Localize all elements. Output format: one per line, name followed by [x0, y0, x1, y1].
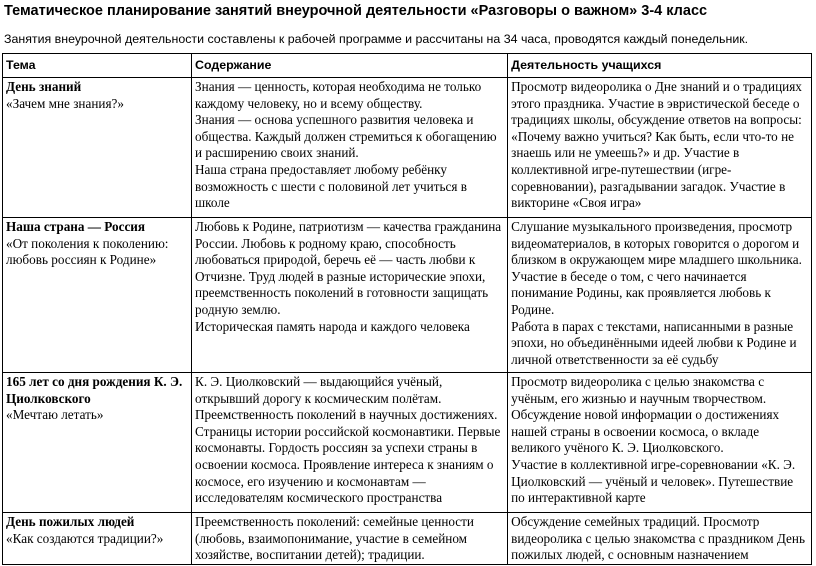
topic-title: День пожилых людей: [6, 514, 135, 529]
header-content: Содержание: [192, 54, 508, 78]
activity-paragraph: Работа в парах с текстами, написанными в разные эпохи, но объединёнными идеей любви к Родине и личной ответственности за её судьбу: [511, 318, 797, 367]
activity-cell: [508, 513, 812, 565]
activity-cell: [508, 218, 812, 373]
content-cell: [192, 373, 508, 513]
activity-paragraph: Просмотр видеоролика с целью знакомства с учёным, его жизнью и научным творчеством. Обсуждение новой информации о достижениях нашей страны в освоении космоса, о вкладе великого учёного К. Э. Циолковского.: [511, 374, 780, 456]
content-paragraph: Историческая память народа и каждого человека: [195, 318, 470, 334]
content-cell: [192, 513, 508, 565]
content-paragraph: Преемственность поколений: семейные ценности (любовь, взаимопонимание, участие в семейном хозяйстве, воспитании детей); традиции.: [195, 514, 474, 563]
topic-title: День знаний: [6, 79, 82, 94]
content-paragraph: Любовь к Родине, патриотизм — качества гражданина России. Любовь к родному краю, способность любоваться природой, беречь её — часть любви к Отчизне. Труд людей в разные исторические эпохи, преемственность поколений в готовности защищать родную землю.: [195, 219, 502, 317]
header-topic: Тема: [3, 54, 192, 78]
document-subtitle: Занятия внеурочной деятельности составлены к рабочей программе и рассчитаны на 34 часа, проводятся каждый понедельник.: [4, 32, 749, 46]
topic-cell: [3, 78, 192, 218]
topic-title: Наша страна — Россия: [6, 219, 146, 234]
activity-paragraph: Слушание музыкального произведения, просмотр видеоматериалов, в которых говорится о дорогом и близком в окружающем мире младшего школьника.: [511, 219, 802, 268]
table-row: [3, 513, 812, 565]
content-paragraph: Знания — ценность, которая необходима не только каждому человеку, но и всему обществу.: [195, 79, 482, 111]
content-cell: [192, 218, 508, 373]
table-row: [3, 373, 812, 513]
content-cell: [192, 78, 508, 218]
activity-cell: [508, 78, 812, 218]
topic-subtitle: «От поколения к поколению: любовь россиян к Родине»: [6, 235, 169, 268]
topic-title: 165 лет со дня рождения К. Э. Циолковского: [6, 374, 183, 406]
content-paragraph: К. Э. Циолковский — выдающийся учёный, открывший дорогу к космическим полётам. Преемственность поколений в научных достижениях. Страницы истории российской космонавтики. Первые космонавты. Гордость россиян за успехи страны в освоении космоса. Проявление интереса к знаниям о космосе, его изучению и космонавтам — исследователям космического пространства: [195, 374, 501, 506]
activity-cell: [508, 373, 812, 513]
planning-table: [2, 53, 812, 565]
topic-subtitle: «Зачем мне знания?»: [6, 95, 124, 111]
table-header-row: [3, 54, 812, 78]
document-title: Тематическое планирование занятий внеурочной деятельности «Разговоры о важном» 3-4 класс: [4, 3, 708, 19]
content-paragraph: Знания — основа успешного развития человека и общества. Каждый должен стремиться к обогащению и расширению своих знаний.: [195, 112, 497, 161]
topic-cell: [3, 218, 192, 373]
activity-paragraph: Участие в коллективной игре-соревновании «К. Э. Циолковский — учёный и человек». Путешествие по интерактивной карте: [511, 456, 796, 506]
topic-cell: [3, 373, 192, 513]
header-activity: Деятельность учащихся: [508, 54, 812, 78]
activity-paragraph: Просмотр видеоролика о Дне знаний и о традициях этого праздника. Участие в эвристической беседе о традициях школы, обсуждение ответов на вопросы:: [511, 79, 802, 128]
content-paragraph: Наша страна предоставляет любому ребёнку возможность с шести с половиной лет учиться в школе: [195, 161, 467, 211]
topic-subtitle: «Мечтаю летать»: [6, 407, 104, 423]
table-row: [3, 218, 812, 373]
activity-paragraph: «Почему важно учиться? Как быть, если что-то не знаешь или не умеешь?» и др. Участие в коллективной игре-путешествии (игре-соревновании), разгадывании загадок. Участие в викторине «Своя игра»: [511, 128, 794, 211]
topic-subtitle: «Как создаются традиции?»: [6, 530, 164, 546]
activity-paragraph: Участие в беседе о том, с чего начинается понимание Родины, как проявляется любовь к Родине.: [511, 268, 771, 317]
table-row: [3, 78, 812, 218]
topic-cell: [3, 513, 192, 565]
activity-paragraph: Обсуждение семейных традиций. Просмотр видеоролика с целью знакомства с праздником День пожилых людей, с основным назначением: [511, 514, 805, 563]
